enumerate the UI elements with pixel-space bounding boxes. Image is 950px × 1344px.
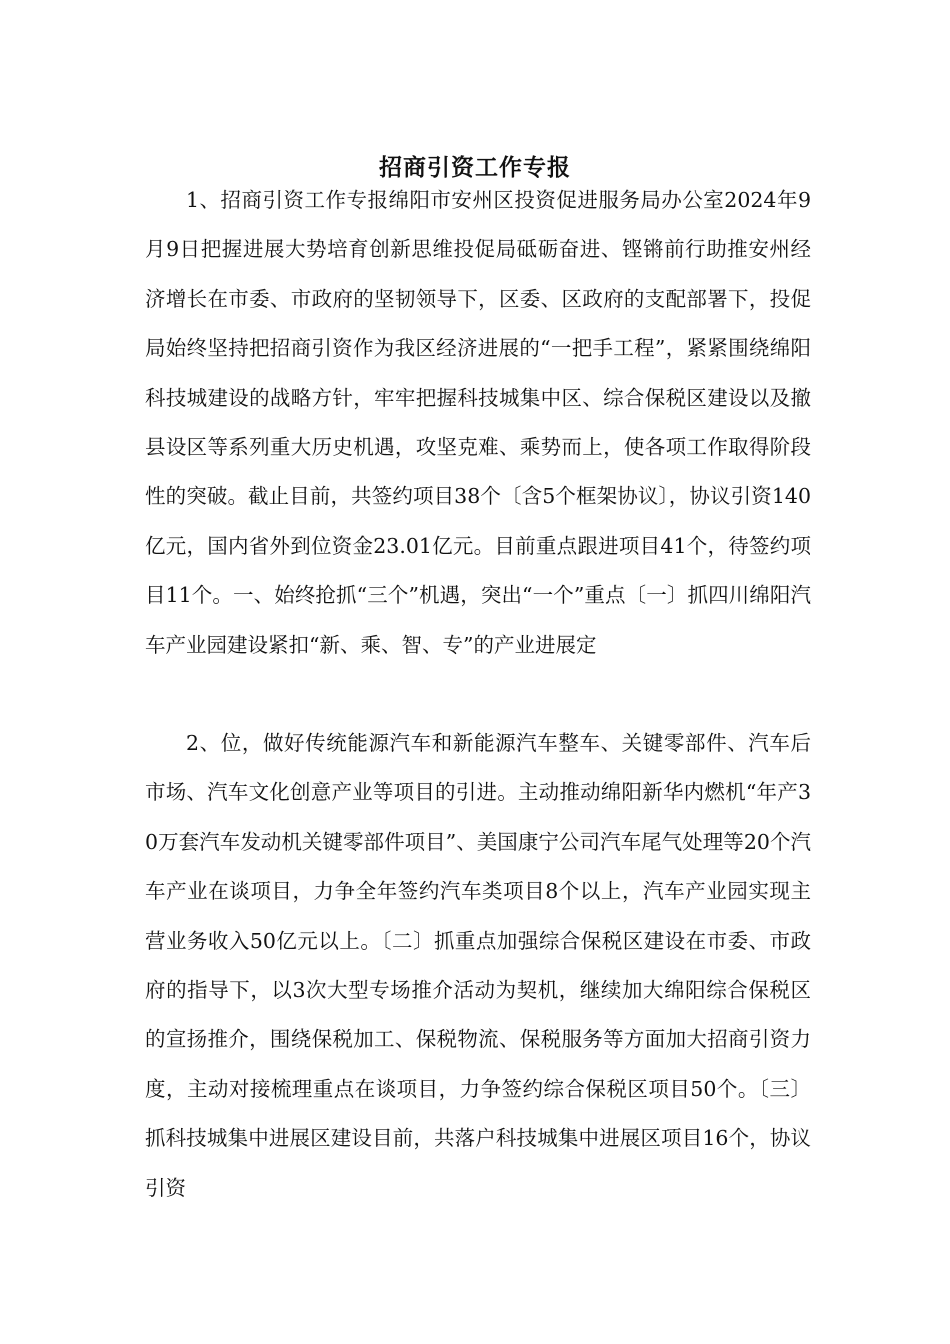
paragraph-1: 1、招商引资工作专报绵阳市安州区投资促进服务局办公室2024年9月9日把握进展大势培育创新思维投促局砥砺奋进、铿锵前行助推安州经济增长在市委、市政府的坚韧领导下，区委、区政府的支配部署下，投促局始终坚持把招商引资作为我区经济进展的“一把手工程”，紧紧围绕绵阳科技城建设的战略方针，牢牢把握科技城集中区、综合保税区建设以及撤县设区等系列重大历史机遇，攻坚克难、乘势而上，使各项工作取得阶段性的突破。截止目前，共签约项目38个〔含5个框架协议〕，协议引资140亿元，国内省外到位资金23.01亿元。目前重点跟进项目41个，待签约项目11个。一、始终抢抓“三个”机遇，突出“一个”重点〔一〕抓四川绵阳汽车产业园建设紧扣“新、乘、智、专”的产业进展定 (145, 188, 811, 657)
document-title: 招商引资工作专报 (379, 154, 571, 182)
paragraph-2: 2、位，做好传统能源汽车和新能源汽车整车、关键零部件、汽车后市场、汽车文化创意产业等项目的引进。主动推动绵阳新华内燃机“年产30万套汽车发动机关键零部件项目”、美国康宁公司汽车尾气处理等20个汽车产业在谈项目，力争全年签约汽车类项目8个以上，汽车产业园实现主营业务收入50亿元以上。〔二〕抓重点加强综合保税区建设在市委、市政府的指导下，以3次大型专场推介活动为契机，继续加大绵阳综合保税区的宣扬推介，围绕保税加工、保税物流、保税服务等方面加大招商引资力度，主动对接梳理重点在谈项目，力争签约综合保税区项目50个。〔三〕抓科技城集中进展区建设目前，共落户科技城集中进展区项目16个，协议引资 (145, 731, 811, 1200)
